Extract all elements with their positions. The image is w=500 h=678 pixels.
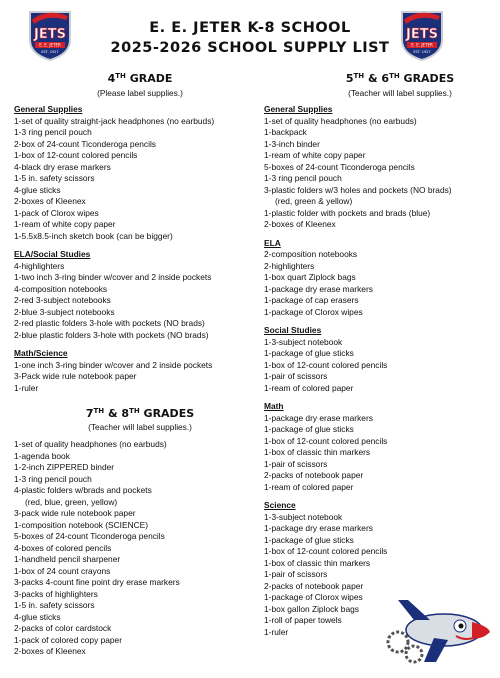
supply-item: 4-glue sticks [14,611,61,622]
supply-item: 1-box of 12-count colored pencils [264,546,388,556]
supply-item: 1-backpack [264,127,307,137]
grade-suffix: TH [353,72,365,80]
grade78-note: (Teacher will label supplies.) [88,422,192,432]
logo-text: JETS [406,27,438,42]
supply-item: 2-boxes of Kleenex [14,646,86,656]
grade-word: GRADES [143,407,195,420]
jet-mascot-illustration [384,586,496,670]
grade-number: 6 [381,72,390,85]
page-title-line1: E. E. JETER K-8 SCHOOL [149,20,351,36]
section-heading-social-studies: Social Studies [264,325,322,335]
grade-number: 7 [85,407,94,420]
grade-suffix: TH [115,72,126,80]
grade78-heading [20,407,260,420]
supply-item: 3-plastic folders w/3 holes and pockets (NO brads) [264,184,452,195]
supply-item: 1-3-inch binder [264,138,320,149]
supply-item: 1-roll of paper towels [264,615,342,625]
supply-item: 1-set of quality headphones (no earbuds) [264,115,417,126]
supply-item: 2-blue plastic folders 3-hole with pockets (NO brads) [14,329,209,340]
supply-item: 1-package dry erase markers [264,412,373,423]
supply-item: (red, green & yellow) [275,196,353,206]
section-heading-ela: ELA [264,237,281,248]
grade-suffix: TH [129,407,140,415]
logo-est: EST. 1927 [41,50,59,54]
grade78-list [14,439,264,658]
supply-item: 1-package of Clorox wipes [264,592,363,602]
supply-item: 2-composition notebooks [264,249,358,259]
supply-item: 1-ream of white copy paper [264,150,366,160]
supply-item: 1-3-subject notebook [264,511,343,522]
supply-item: 4-boxes of colored pencils [14,542,112,553]
supply-item: 1-set of quality straight-jack headphones (no earbuds) [14,115,215,126]
grade-word: GRADE [129,72,173,85]
grade-amp: & [104,407,122,420]
supply-item: 4-plastic folders w/brads and pockets [14,485,152,495]
section-heading-math: Math [264,401,284,411]
supply-item: 3-Pack wide rule notebook paper [14,371,137,381]
grade-number: 8 [121,407,130,420]
grade-word: GRADES [403,72,455,85]
supply-item: 1-package dry erase markers [264,523,373,533]
supply-item: 1-two inch 3-ring binder w/cover and 2 inside pockets [14,272,212,282]
supply-item: 1-ream of white copy paper [14,219,116,229]
supply-item: 4-composition notebooks [14,283,108,294]
grade56-heading [300,72,500,85]
supply-item: 1-3-subject notebook [264,336,343,347]
supply-item: 1-ruler [14,382,39,393]
supply-item: 1-pair of scissors [264,569,328,579]
supply-item: 1-handheld pencil sharpener [14,554,121,564]
supply-item: 2-blue 3-subject notebooks [14,306,115,317]
supply-item: 3-packs of highlighters [14,588,98,599]
supply-item: 1-plastic folder with pockets and brads (blue) [264,207,431,218]
supply-item: 1-package dry erase markers [264,283,373,294]
supply-item: 2-red plastic folders 3-hole with pockets (NO brads) [14,318,205,328]
supply-item: 1-package of glue sticks [264,348,354,358]
grade56-note: (Teacher will label supplies.) [348,88,452,98]
grade56-list [264,104,494,638]
grade4-heading [40,72,240,85]
supply-item: 4-black dry erase markers [14,161,111,172]
supply-item: 1-3 ring pencil pouch [264,173,342,183]
supply-item: 1-one inch 3-ring binder w/cover and 2 inside pockets [14,359,213,370]
section-heading-general-supplies: General Supplies [264,104,333,114]
logo-est: EST. 1927 [413,50,431,54]
jets-logo-left [26,6,74,62]
supply-item: 2-highlighters [264,260,315,271]
supply-item: 5-boxes of 24-count Ticonderoga pencils [264,161,415,172]
section-heading-general-supplies: General Supplies [14,104,83,114]
grade-number: 5 [345,72,354,85]
supply-item: 1-box quart Ziplock bags [264,272,356,282]
supply-item: 1-5 in. safety scissors [14,600,95,610]
supply-item: 5-boxes of 24-count Ticonderoga pencils [14,531,165,541]
supply-item: 1-box of 12-count colored pencils [14,150,138,160]
supply-item: 2-boxes of Kleenex [14,196,86,206]
grade-suffix: TH [389,72,400,80]
section-heading-ela-social-studies: ELA/Social Studies [14,249,91,259]
grade-suffix: TH [93,407,105,415]
supply-item: 1-5.5x8.5-inch sketch book (can be bigger) [14,230,173,241]
supply-item: 2-packs of notebook paper [264,470,364,480]
supply-item: 1-box of classic thin markers [264,447,371,457]
grade4-note: (Please label supplies.) [97,88,183,98]
supply-item: 2-packs of color cardstock [14,623,112,633]
supply-item: 4-glue sticks [14,184,61,195]
supply-item: 1-3 ring pencil pouch [14,127,92,137]
supply-item: 1-ruler [264,626,289,637]
supply-item: 2-box of 24-count Ticonderoga pencils [14,138,156,149]
supply-item: 1-package of Clorox wipes [264,306,363,317]
supply-item: 1-pack of Clorox wipes [14,207,99,218]
supply-item: 2-packs of notebook paper [264,580,364,591]
supply-item: 1-package of glue sticks [264,424,354,434]
supply-item: 1-2-inch ZIPPERED binder [14,462,115,472]
supply-item: (red, blue, green, yellow) [25,496,118,507]
supply-item: 2-boxes of Kleenex [264,219,336,229]
supply-item: 1-pack of colored copy paper [14,634,123,645]
supply-item: 1-box gallon Ziplock bags [264,603,359,614]
grade-amp: & [364,72,382,85]
supply-item: 1-package of glue sticks [264,534,354,545]
supply-item: 1-box of 12-count colored pencils [264,359,388,370]
logo-subtext: E. E. JETER [39,42,61,48]
supply-item: 1-composition notebook (SCIENCE) [14,519,149,530]
supply-item: 3-packs 4-count fine point dry erase markers [14,577,180,587]
supply-item: 4-highlighters [14,260,65,271]
section-heading-science: Science [264,500,296,510]
page-title-line2: 2025-2026 SCHOOL SUPPLY LIST [110,40,390,56]
supply-item: 1-3 ring pencil pouch [14,473,92,484]
supply-item: 3-pack wide rule notebook paper [14,508,136,518]
grade-number: 4 [107,72,116,85]
supply-item: 1-pair of scissors [264,458,328,469]
section-heading-math-science: Math/Science [14,348,68,358]
logo-text: JETS [34,27,66,42]
logo-subtext: E. E. JETER [411,42,433,48]
supply-item: 2-red 3-subject notebooks [14,295,111,305]
supply-item: 1-pair of scissors [264,371,328,381]
supply-item: 1-package of cap erasers [264,295,359,305]
supply-item: 1-5 in. safety scissors [14,173,95,183]
supply-item: 1-agenda book [14,450,70,461]
supply-item: 1-box of 12-count colored pencils [264,435,388,446]
supply-item: 1-ream of colored paper [264,481,354,492]
supply-item: 1-set of quality headphones (no earbuds) [14,439,167,449]
supply-item: 1-box of 24 count crayons [14,565,111,576]
grade4-list [14,104,264,394]
supply-item: 1-ream of colored paper [264,382,354,393]
supply-item: 1-box of classic thin markers [264,557,371,568]
